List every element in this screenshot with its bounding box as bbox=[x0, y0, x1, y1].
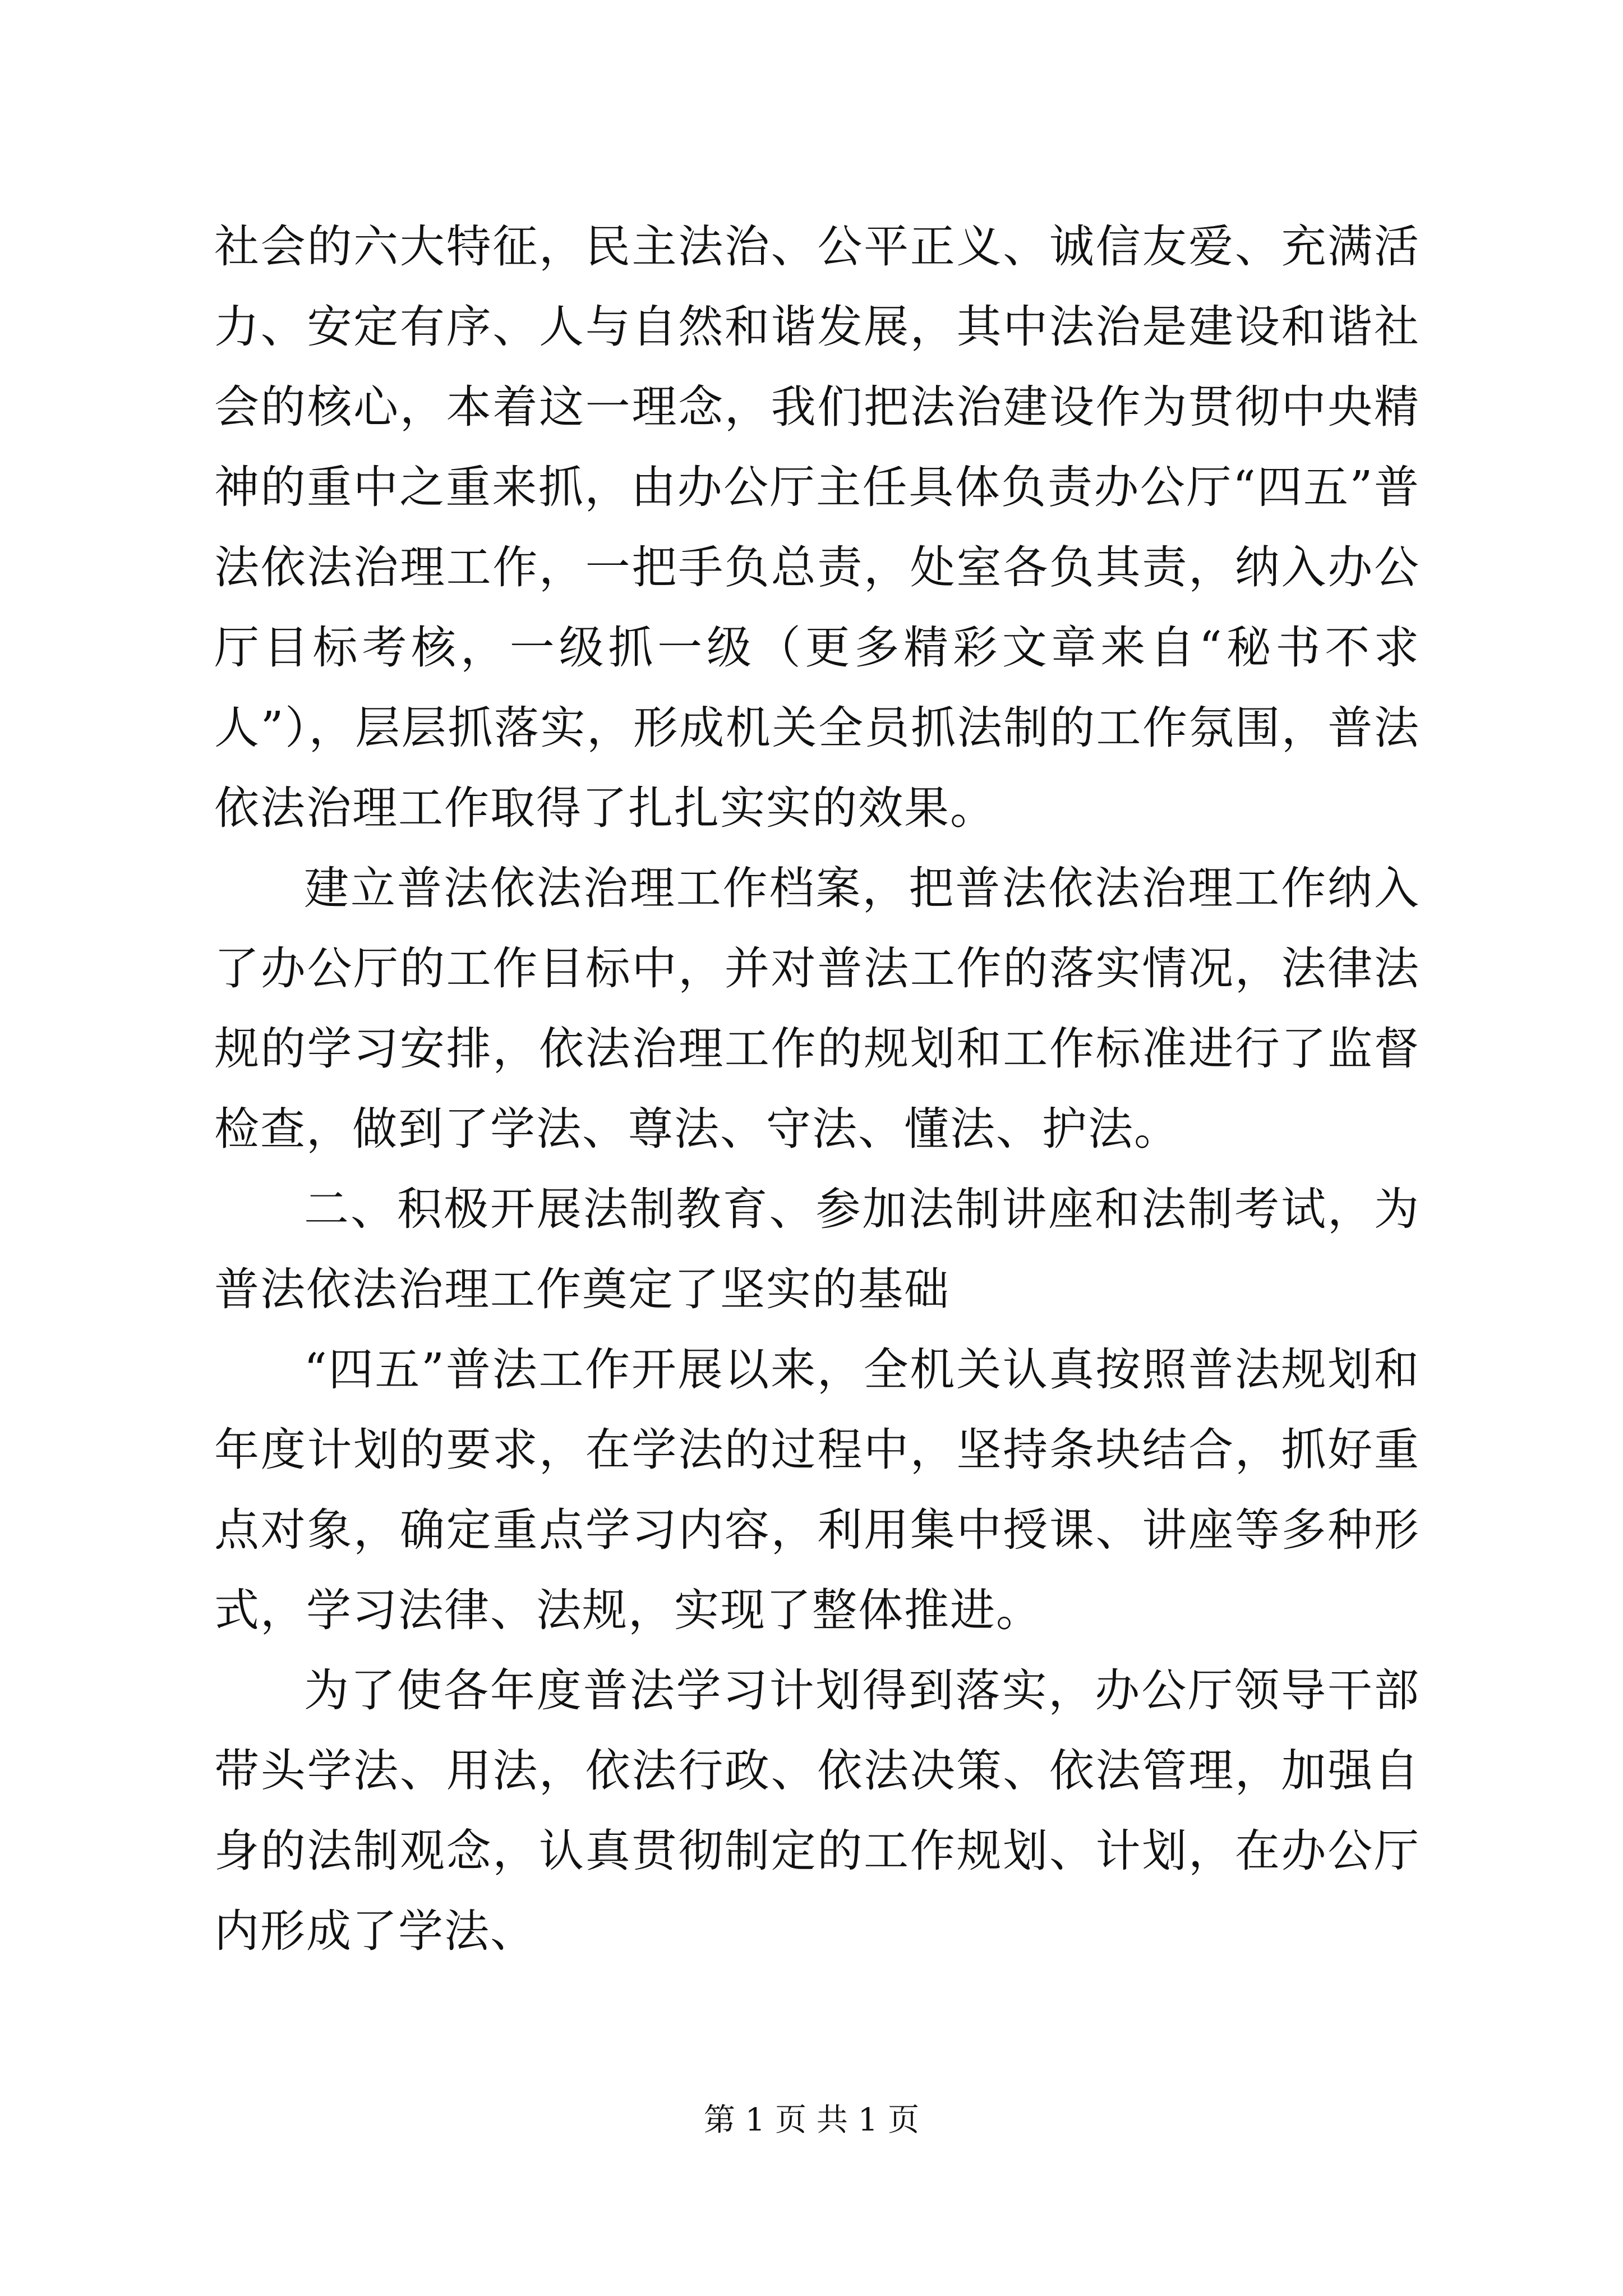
paragraph-4: 为了使各年度普法学习计划得到落实，办公厅领导干部带头学法、用法，依法行政、依法决策、依法管理，加强自身的法制观念，认真贯彻制定的工作规划、计划，在办公厅内形成了学法、 bbox=[214, 1664, 1420, 1957]
page-number-footer: 第 1 页 共 1 页 bbox=[703, 2102, 920, 2138]
paragraph-3: “四五”普法工作开展以来，全机关认真按照普法规划和年度计划的要求，在学法的过程中，坚持条块结合，抓好重点对象，确定重点学习内容，利用集中授课、讲座等多种形式，学习法律、法规，实现了整体推进。 bbox=[214, 1343, 1420, 1636]
section-heading-2: 二、积极开展法制教育、参加法制讲座和法制考试，为普法依法治理工作奠定了坚实的基础 bbox=[214, 1183, 1420, 1315]
paragraph-2: 建立普法依法治理工作档案，把普法依法治理工作纳入了办公厅的工作目标中，并对普法工作的落实情况，法律法规的学习安排，依法治理工作的规划和工作标准进行了监督检查，做到了学法、尊法、守法、懂法、护法。 bbox=[214, 862, 1420, 1155]
document-body bbox=[214, 206, 1420, 1971]
paragraph-1: 社会的六大特征，民主法治、公平正义、诚信友爱、充满活力、安定有序、人与自然和谐发展，其中法治是建设和谐社会的核心，本着这一理念，我们把法治建设作为贯彻中央精神的重中之重来抓，由办公厅主任具体负责办公厅“四五”普法依法治理工作，一把手负总责，处室各负其责，纳入办公厅目标考核，一级抓一级（更多精彩文章来自“秘书不求人”），层层抓落实，形成机关全员抓法制的工作氛围，普法依法治理工作取得了扎扎实实的效果。 bbox=[214, 220, 1420, 834]
